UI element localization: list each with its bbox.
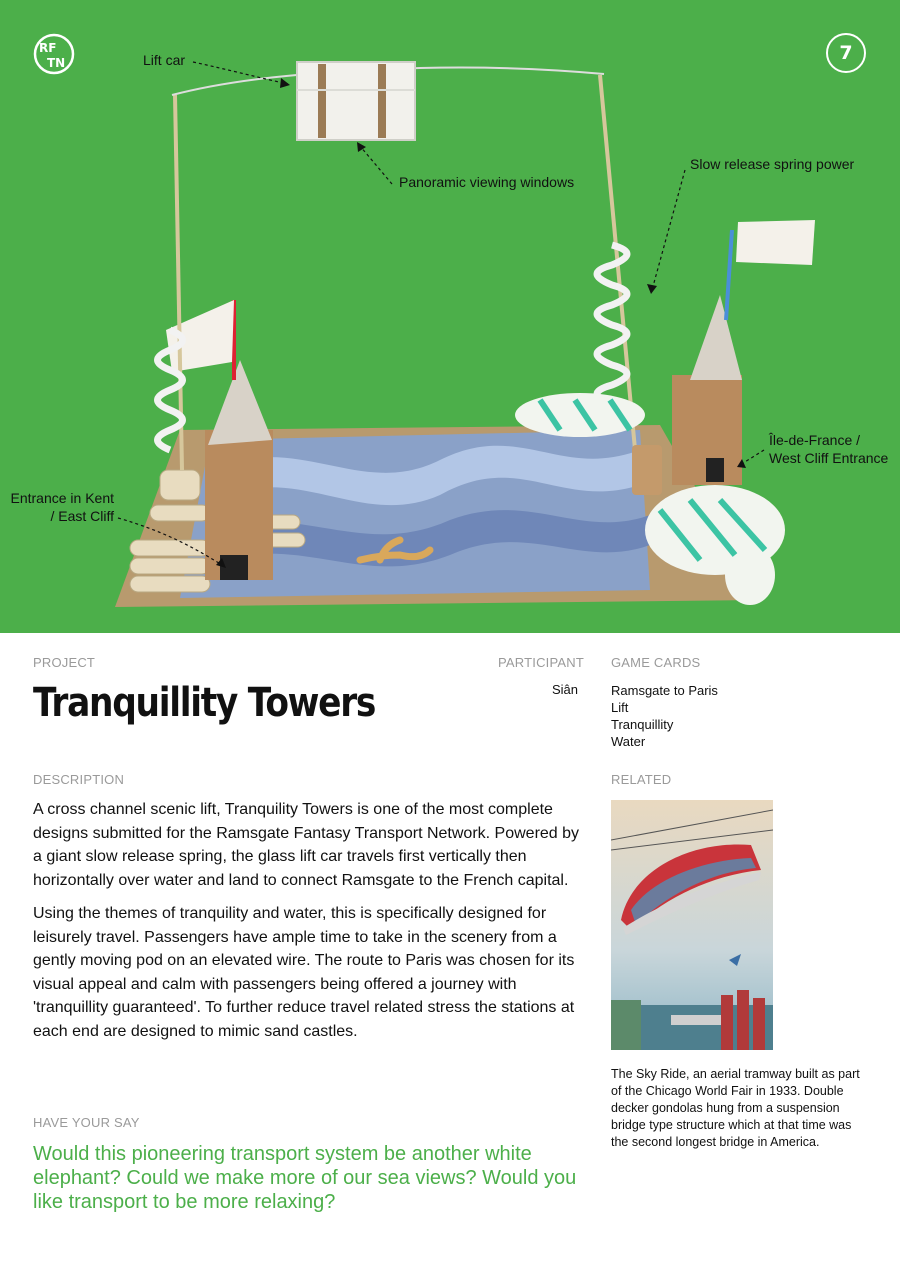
callout-panoramic-windows: Panoramic viewing windows <box>399 174 575 190</box>
game-cards-list <box>611 682 718 750</box>
page-number: 7 <box>826 33 866 73</box>
svg-text:RF: RF <box>39 41 57 55</box>
description-body <box>33 798 581 1043</box>
have-your-say-label: HAVE YOUR SAY <box>33 1115 140 1130</box>
game-cards-label: GAME CARDS <box>611 655 701 670</box>
description-paragraph: A cross channel scenic lift, Tranquility Towers is one of the most complete designs submitted for the Ramsgate Fantasy Transport Network. Powered by a giant slow release spring, the glass lift car travels first vertically then horizontally over water and land to connect Ramsgate to the French capital. <box>33 801 580 889</box>
have-your-say-text: Would this pioneering transport system be another white elephant? Could we make more of our sea views? Would you like transport to be more relaxing? <box>33 1143 577 1213</box>
description-label: DESCRIPTION <box>33 772 125 787</box>
description-paragraph: Using the themes of tranquility and water, this is specifically designed for leisurely travel. Passengers have ample time to take in the scenery from a gently moving pod on an elevated wire. The route to Paris was chosen for its visual appeal and calm with passengers being offered a journey with 'tranquillity guaranteed'. To further reduce travel related stress the stations at each end are designed to mimic sand castles. <box>33 905 575 1040</box>
participant-name: Siân <box>551 682 578 697</box>
callout-ile-de-france-line1: Île-de-France / <box>769 432 861 448</box>
callout-lift-car: Lift car <box>143 52 186 68</box>
game-card-item: Ramsgate to Paris <box>611 683 718 698</box>
related-label: RELATED <box>611 772 672 787</box>
game-card-item: Water <box>611 734 646 749</box>
related-caption: The Sky Ride, an aerial tramway built as part of the Chicago World Fair in 1933. Double decker gondolas hung from a suspension bridge type structure which at that time was the second longest bridge in America. <box>611 1067 860 1149</box>
game-card-item: Lift <box>611 700 629 715</box>
callout-kent-line2: / East Cliff <box>50 508 114 524</box>
project-label: PROJECT <box>33 655 96 670</box>
callout-kent <box>8 489 114 525</box>
callout-spring-power: Slow release spring power <box>690 156 855 172</box>
svg-text:TN: TN <box>47 56 66 70</box>
related-image-sky-ride <box>611 800 773 1050</box>
callout-ile-de-france <box>769 431 888 467</box>
rftn-logo <box>33 33 77 75</box>
callout-kent-line1: Entrance in Kent <box>10 490 114 506</box>
project-photo <box>0 0 900 633</box>
project-title: Tranquillity Towers <box>33 680 376 726</box>
participant-label: PARTICIPANT <box>498 655 584 670</box>
callout-ile-de-france-line2: West Cliff Entrance <box>769 450 889 466</box>
game-card-item: Tranquillity <box>611 717 674 732</box>
model-illustration <box>0 0 900 633</box>
